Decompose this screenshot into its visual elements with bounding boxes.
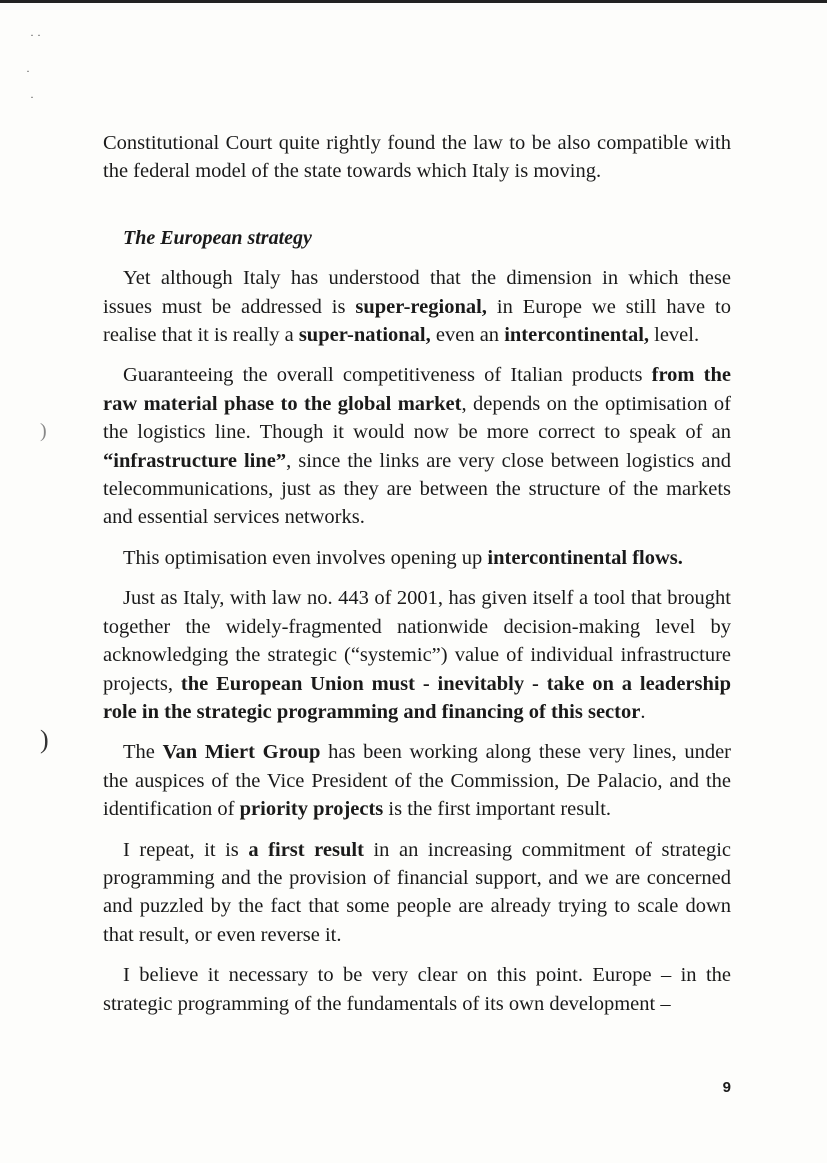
paragraph-5: The Van Miert Group has been working along these very lines, under the auspices of the Vice President of the Commission, De Palacio, and the identification of priority projects is the first important result.	[103, 741, 732, 821]
margin-paren-lower: )	[40, 725, 49, 754]
paragraph-4: Just as Italy, with law no. 443 of 2001, has given itself a tool that brought together the widely-fragmented nationwide decision-making level by acknowledging the strategic (“systemic”) value of individual infrastructure projects, the European Union must - inevitably - take on a leadership role in the strategic programming and financing of this sector.	[103, 587, 731, 723]
scan-speck: · ·	[30, 28, 41, 42]
paragraph-6: I repeat, it is a first result in an increasing commitment of strategic programming and the provision of financial support, and we are concerned and puzzled by the fact that some people are already trying to scale down that result, or even reverse it.	[103, 838, 731, 946]
margin-paren-upper: )	[40, 420, 47, 442]
paragraph-1: Yet although Italy has understood that the dimension in which these issues must be addressed is super-regional, in Europe we still have to realise that it is really a super-national, even an intercontinental, level.	[103, 267, 732, 347]
page-number: 9	[722, 1079, 731, 1096]
scan-speck: ·	[26, 64, 30, 78]
top-scan-edge	[0, 0, 827, 3]
intro-paragraph: Constitutional Court quite rightly found the law to be also compatible with the federal model of the state towards which Italy is moving.	[103, 132, 731, 183]
document-body	[103, 129, 731, 1018]
scan-speck: ·	[30, 90, 34, 104]
paragraph-3: This optimisation even involves opening up intercontinental flows.	[123, 546, 683, 569]
section-heading: The European strategy	[123, 226, 312, 249]
paragraph-7: I believe it necessary to be very clear on this point. Europe – in the strategic programming of the fundamentals of its own development –	[103, 964, 731, 1015]
paragraph-2: Guaranteeing the overall competitiveness of Italian products from the raw material phase to the global market, depends on the optimisation of the logistics line. Though it would now be more correct to speak of an “infrastructure line”, since the links are very close between logistics and telecommunications, just as they are between the structure of the markets and essential services networks.	[103, 364, 732, 529]
